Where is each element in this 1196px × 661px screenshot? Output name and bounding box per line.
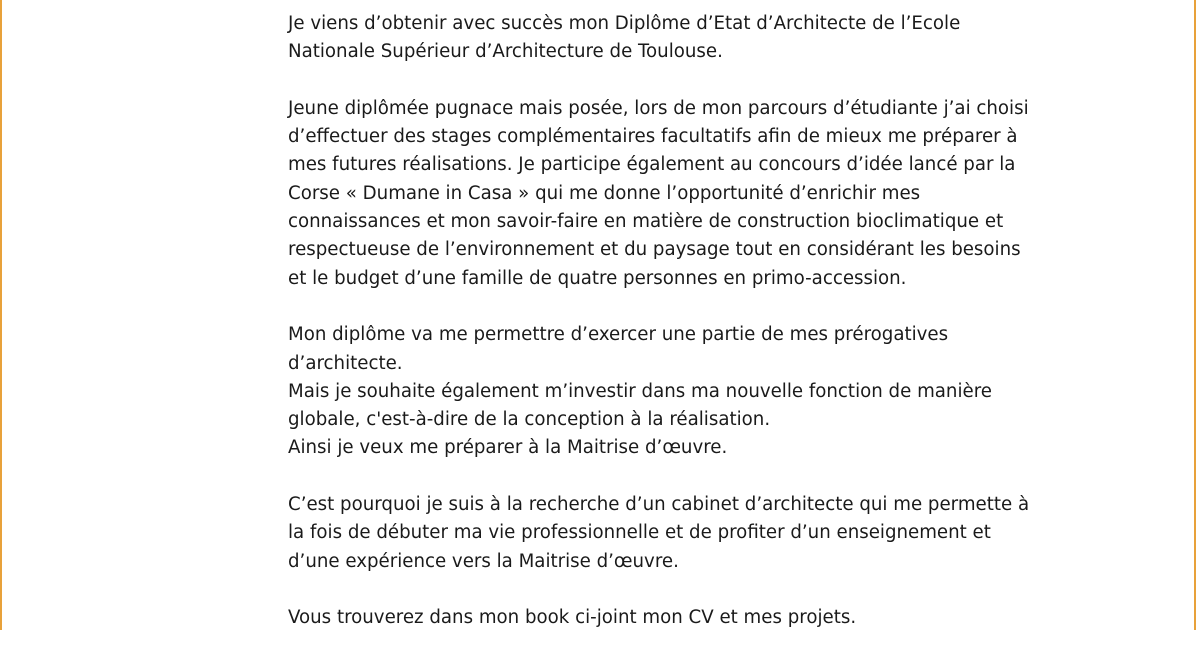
paragraph-search xyxy=(288,491,1088,576)
text-line: Jeune diplômée pugnace mais posée, lors de mon parcours d’étudiante j’ai choisi xyxy=(288,97,1029,119)
text-line: respectueuse de l’environnement et du paysage tout en considérant les besoins xyxy=(288,239,1021,261)
text-line: d’architecte. xyxy=(288,352,403,374)
text-line: Je viens d’obtenir avec succès mon Diplôme d’Etat d’Architecte de l’Ecole xyxy=(288,13,961,34)
text-line: la fois de débuter ma vie professionnelle et de profiter d’un enseignement et xyxy=(288,522,991,544)
paragraph-diploma xyxy=(288,10,1088,67)
text-line: C’est pourquoi je suis à la recherche d’un cabinet d’architecte qui me permette à xyxy=(288,494,1030,516)
text-line: mes futures réalisations. Je participe également au concours d’idée lancé par la xyxy=(288,154,1016,176)
text-line: d’une expérience vers la Maitrise d’œuvre. xyxy=(288,550,679,572)
text-line: et le budget d’une famille de quatre personnes en primo-accession. xyxy=(288,267,907,289)
text-line: Corse « Dumane in Casa » qui me donne l’opportunité d’enrichir mes xyxy=(288,182,921,204)
text-line: Mon diplôme va me permettre d’exercer une partie de mes prérogatives xyxy=(288,324,949,346)
text-line: globale, c'est-à-dire de la conception à la réalisation. xyxy=(288,409,771,431)
letter-body xyxy=(288,10,1088,661)
text-line: connaissances et mon savoir-faire en matière de construction bioclimatique et xyxy=(288,211,1004,233)
text-line: Ainsi je veux me préparer à la Maitrise d’œuvre. xyxy=(288,437,728,459)
text-line: d’effectuer des stages complémentaires facultatifs afin de mieux me préparer à xyxy=(288,126,1018,148)
paragraph-attachments xyxy=(288,604,1088,632)
text-line: Vous trouverez dans mon book ci-joint mon CV et mes projets. xyxy=(288,607,857,629)
text-line: Nationale Supérieur d’Architecture de Toulouse. xyxy=(288,41,723,63)
paragraph-ambition xyxy=(288,321,1088,462)
text-line: Mais je souhaite également m’investir dans ma nouvelle fonction de manière xyxy=(288,380,992,402)
paragraph-profile xyxy=(288,95,1088,293)
